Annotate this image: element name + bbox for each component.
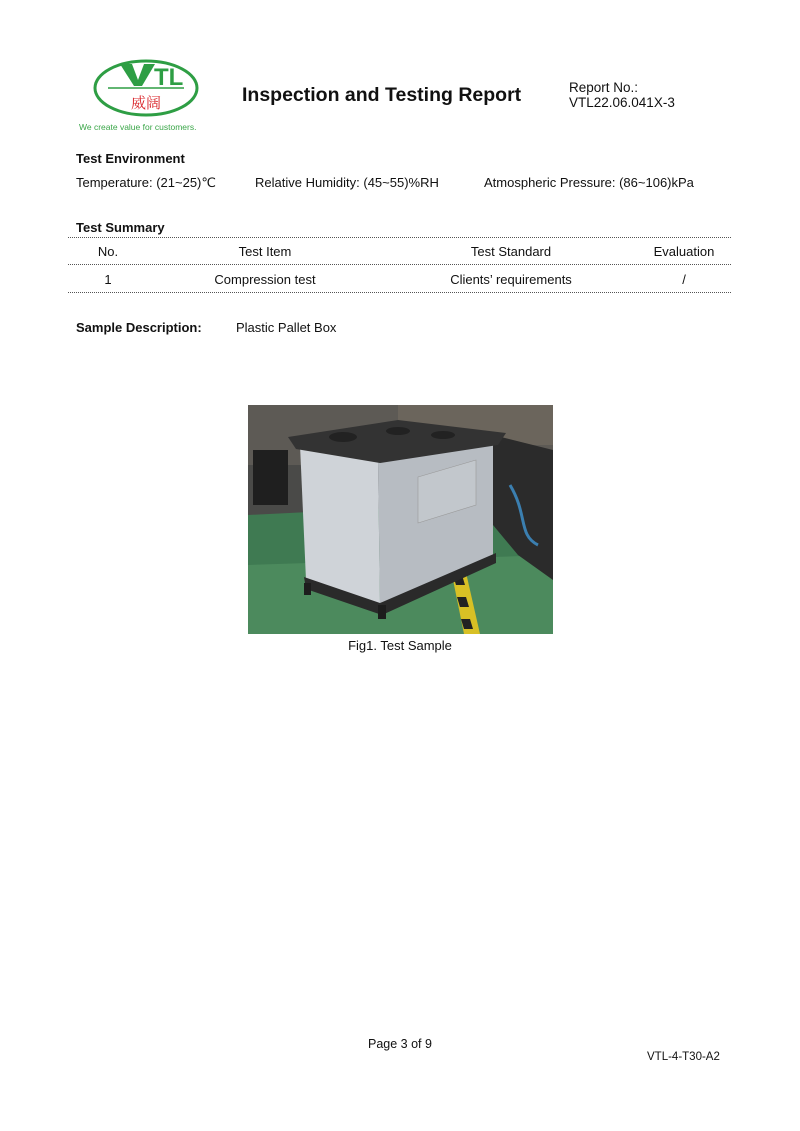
cell-evaluation: / [682, 272, 686, 287]
sample-description-value: Plastic Pallet Box [236, 320, 337, 335]
test-environment-heading: Test Environment [76, 151, 185, 166]
temperature-text: Temperature: (21~25)℃ [76, 175, 216, 190]
column-header-no: No. [97, 244, 119, 259]
test-summary-heading: Test Summary [76, 220, 165, 235]
report-number-label: Report No.: [569, 80, 639, 95]
report-title: Inspection and Testing Report [242, 84, 522, 106]
form-code: VTL-4-T30-A2 [647, 1051, 720, 1063]
humidity-text: Relative Humidity: (45~55)%RH [255, 175, 439, 190]
cell-test-item: Compression test [214, 272, 316, 287]
test-sample-photo [248, 405, 553, 634]
column-header-test-standard: Test Standard [470, 244, 552, 259]
page-number: Page 3 of 9 [368, 1037, 432, 1051]
column-header-test-item: Test Item [238, 244, 292, 259]
table-rule-header [68, 264, 731, 265]
cell-no: 1 [104, 272, 112, 287]
svg-text:威阔: 威阔 [130, 94, 162, 112]
logo-tagline: We create value for customers. [79, 122, 197, 132]
column-header-evaluation: Evaluation [653, 244, 715, 259]
report-number-value: VTL22.06.041X-3 [569, 95, 675, 110]
figure-caption: Fig1. Test Sample [348, 638, 452, 653]
table-rule-top [68, 237, 731, 238]
svg-text:TL: TL [154, 64, 184, 91]
pressure-text: Atmospheric Pressure: (86~106)kPa [484, 175, 694, 190]
table-rule-bottom [68, 292, 731, 293]
sample-description-label: Sample Description: [76, 320, 202, 335]
cell-test-standard: Clients’ requirements [450, 272, 572, 287]
